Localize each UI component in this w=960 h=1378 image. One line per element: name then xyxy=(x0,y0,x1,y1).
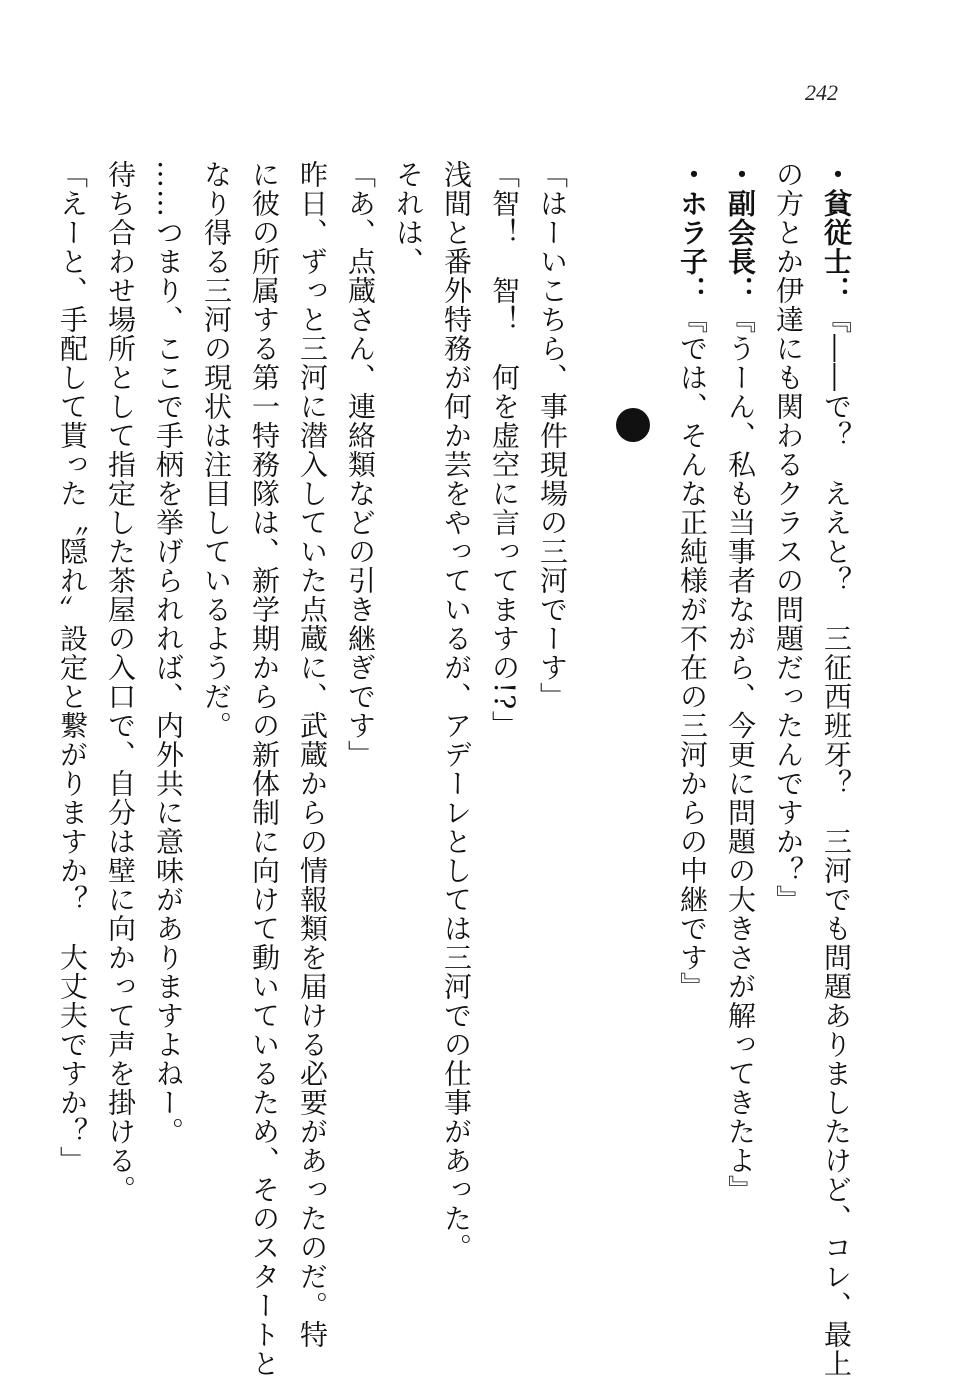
section-gap xyxy=(576,160,668,1300)
text-line: なり得る三河の現状は注目しているようだ。 xyxy=(200,160,233,740)
chat-line xyxy=(668,160,716,1300)
text-line: それは、 xyxy=(392,160,425,276)
text-line: 「はーいこちら、事件現場の三河でーす」 xyxy=(536,160,569,711)
text-line: 「えーと、手配して貰った〝隠れ〟設定と繋がりますか？ 大丈夫ですか？」 xyxy=(56,160,89,1175)
chat-line xyxy=(716,160,764,1300)
chat-text: 『うーん、私も当事者ながら、今更に問題の大きさが解ってきたよ』 xyxy=(724,305,757,1204)
chat-text: 『では、そんな正純様が不在の三河からの中継です』 xyxy=(676,305,709,1001)
chat-line xyxy=(812,160,860,1378)
chat-line xyxy=(764,160,812,1300)
text-line: 浅間と番外特務が何か芸をやっているが、アデーレとしては三河での仕事があった。 xyxy=(440,160,473,1262)
text-line: 「あ、点蔵さん、連絡類などの引き継ぎです」 xyxy=(344,160,377,769)
text-line: に彼の所属する第一特務隊は、新学期からの新体制に向けて動いているため、そのスタートと xyxy=(248,160,281,1378)
text-line: 昨日、ずっと三河に潜入していた点蔵に、武蔵からの情報類を届ける必要があったのだ。特 xyxy=(296,160,329,1349)
page-number: 242 xyxy=(805,80,838,105)
text-line: ……つまり、ここで手柄を挙げられれば、内外共に意味がありますよねー。 xyxy=(152,160,185,1146)
text-line: 待ち合わせ場所として指定した茶屋の入口で、自分は壁に向かって声を掛ける。 xyxy=(104,160,137,1204)
scene-break-dot xyxy=(616,408,650,442)
speaker-name: ・ホラ子： xyxy=(676,160,709,305)
body-text xyxy=(56,160,860,1378)
chat-text: の方とか伊達にも関わるクラスの問題だったんですか？』 xyxy=(772,160,805,914)
chat-text: 『――で？ ええと？ 三征西班牙？ 三河でも問題ありましたけど、コレ、最上 xyxy=(820,305,853,1378)
speaker-name: ・副会長： xyxy=(724,160,757,305)
speaker-name: ・貧従士： xyxy=(820,160,853,305)
text-line: 「智！ 智！ 何を虚空に言ってますの!?」 xyxy=(488,160,521,740)
